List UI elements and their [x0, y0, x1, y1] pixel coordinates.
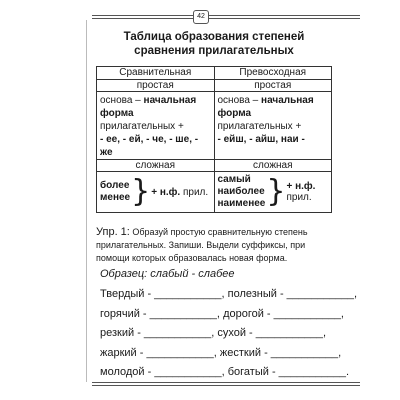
top-rule: [92, 15, 360, 19]
page-edge: [86, 20, 87, 382]
simple-superlative-cell: [214, 92, 332, 160]
rule-prefix: основа –: [217, 95, 262, 106]
brace-icon: }: [131, 174, 151, 209]
header-comparative: Сравнительная: [97, 67, 215, 80]
compound-word: самый: [217, 174, 251, 185]
compound-word: более: [100, 180, 130, 191]
exercise-item: богатый - ___________.: [227, 366, 350, 378]
exercise-item: жаркий - ___________,: [100, 346, 217, 359]
simple-label-left: простая: [97, 80, 215, 92]
exercise-sample: Образец: слабый - слабее: [100, 268, 235, 280]
exercise-item: сухой - ___________,: [217, 327, 327, 339]
exercise-text: Образуй простую сравнительную степень прилагательных. Запиши. Выдели суффиксы, при помощи которых образовалась новая форма.: [96, 227, 308, 263]
exercise-row: [100, 363, 350, 383]
compound-superlative-cell: [214, 172, 332, 213]
exercise-row: [100, 285, 358, 305]
page-title: Таблица образования степеней сравнения прилагательных: [123, 31, 305, 57]
compound-word: наименее: [217, 198, 266, 209]
page-number: 42: [193, 10, 209, 24]
exercise-row: [100, 344, 340, 364]
rule-bold: начальная: [261, 95, 314, 106]
exercise-label: Упр. 1:: [96, 226, 130, 238]
brace-icon: }: [266, 174, 286, 209]
adj-label: прил.: [182, 186, 209, 198]
compound-label-right: сложная: [214, 160, 332, 172]
suffix-list: - ее, - ей, - че, - ше, - же: [100, 134, 199, 158]
rule-bold: форма: [217, 108, 252, 119]
rule-text: прилагательных +: [217, 121, 302, 132]
header-superlative: Превосходная: [214, 67, 332, 80]
plus-form: + н.ф.: [151, 186, 181, 198]
adj-label: прил.: [286, 192, 312, 203]
plus-form: + н.ф.: [286, 181, 316, 192]
exercise-row: [100, 324, 340, 344]
exercise-item: горячий - ___________,: [100, 307, 220, 320]
exercise-instructions: [96, 226, 336, 265]
compound-word: менее: [100, 192, 131, 203]
rule-bold: начальная: [143, 95, 197, 106]
compound-word: наиболее: [217, 186, 265, 197]
exercise-rows: [100, 285, 358, 383]
exercise-item: дорогой - ___________,: [223, 307, 344, 320]
exercise-row: [100, 305, 344, 325]
exercise-item: молодой - ___________,: [100, 366, 225, 378]
exercise-item: полезный - ___________,: [227, 288, 358, 300]
compound-label-left: сложная: [97, 160, 215, 172]
comparison-table: [96, 66, 332, 213]
compound-comparative-cell: [97, 172, 215, 213]
simple-label-right: простая: [214, 80, 332, 92]
exercise-item: жесткий - ___________,: [219, 346, 342, 359]
suffix-list: - ейш, - айш, наи -: [217, 134, 305, 145]
rule-text: прилагательных +: [100, 121, 184, 132]
rule-prefix: основа –: [100, 95, 144, 106]
bottom-rule: [92, 382, 360, 386]
simple-comparative-cell: [97, 92, 215, 160]
exercise-item: резкий - ___________,: [100, 327, 215, 339]
rule-bold: форма: [100, 108, 134, 119]
exercise-item: Твердый - ___________,: [100, 288, 225, 300]
